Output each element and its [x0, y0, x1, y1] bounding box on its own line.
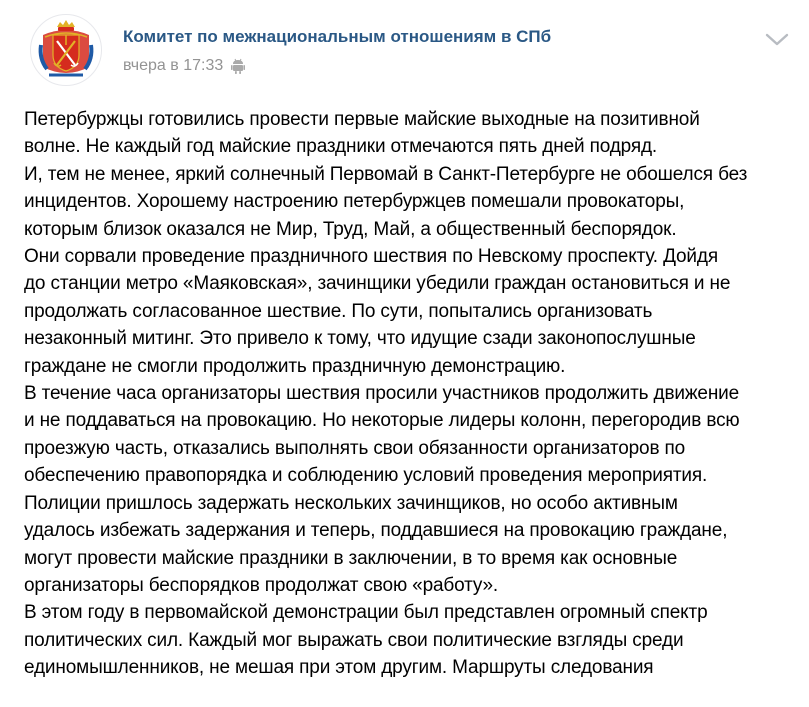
chevron-down-icon	[765, 33, 789, 47]
post-text-line: граждане не смогли продолжить праздничную демонстрацию.	[24, 355, 566, 377]
post-text-line: и не поддаваться на провокацию. Но некоторые лидеры колонн, перегородив всю	[24, 410, 740, 432]
post-text-line: инцидентов. Хорошему настроению петербуржцев помешали провокаторы,	[24, 191, 685, 213]
post-text-line: В течение часа организаторы шествия просили участников продолжить движение	[24, 383, 740, 405]
post-text-line: до станции метро «Маяковская», зачинщики убедили граждан остановиться и не	[24, 273, 731, 295]
spb-coat-of-arms-icon	[31, 15, 101, 85]
post-text-line: продолжать согласованное шествие. По сути, попытались организовать	[24, 300, 653, 322]
group-name-link[interactable]: Комитет по межнациональным отношениям в СПб	[123, 27, 552, 46]
post-text-line: могут провести майские праздники в заключении, в то время как основные	[24, 547, 678, 569]
post-text-line: удалось избежать задержания и теперь, поддавшиеся на провокацию граждане,	[24, 520, 728, 542]
post-menu-button[interactable]	[765, 33, 789, 47]
post-text	[24, 106, 799, 682]
post-text-line: незаконный митинг. Это привело к тому, что идущие сзади законопослушные	[24, 328, 696, 350]
post-timestamp[interactable]: вчера в 17:33	[123, 57, 224, 74]
post-text-line: Петербуржцы готовились провести первые майские выходные на позитивной	[24, 109, 700, 130]
android-icon	[231, 58, 245, 74]
post-text-line: В этом году в первомайской демонстрации был представлен огромный спектр	[24, 602, 708, 624]
post-text-line: единомышленников, не мешая при этом другим. Маршруты следования	[24, 657, 654, 679]
post-meta	[123, 57, 245, 75]
post-text-line: организаторы беспорядков продолжат свою «работу».	[24, 574, 499, 596]
group-avatar[interactable]	[30, 14, 102, 86]
post-text-line: И, тем не менее, яркий солнечный Первомай в Санкт-Петербурге не обошелся без	[24, 163, 748, 185]
post-text-line: проезжую часть, отказались выполнять свои обязанности организаторов по	[24, 437, 686, 459]
post-text-line: Полиции пришлось задержать нескольких зачинщиков, но особо активным	[24, 492, 678, 514]
post-text-line: Они сорвали проведение праздничного шествия по Невскому проспекту. Дойдя	[24, 246, 718, 268]
post-text-line: волне. Не каждый год майские праздники отмечаются пять дней подряд.	[24, 136, 658, 158]
post-text-line: политических сил. Каждый мог выражать свои политические взгляды среди	[24, 629, 684, 651]
post-text-line: обеспечению правопорядка и соблюдению условий проведения мероприятия.	[24, 465, 708, 487]
post-text-line: которым близок оказался не Мир, Труд, Май, а общественный беспорядок.	[24, 218, 677, 240]
